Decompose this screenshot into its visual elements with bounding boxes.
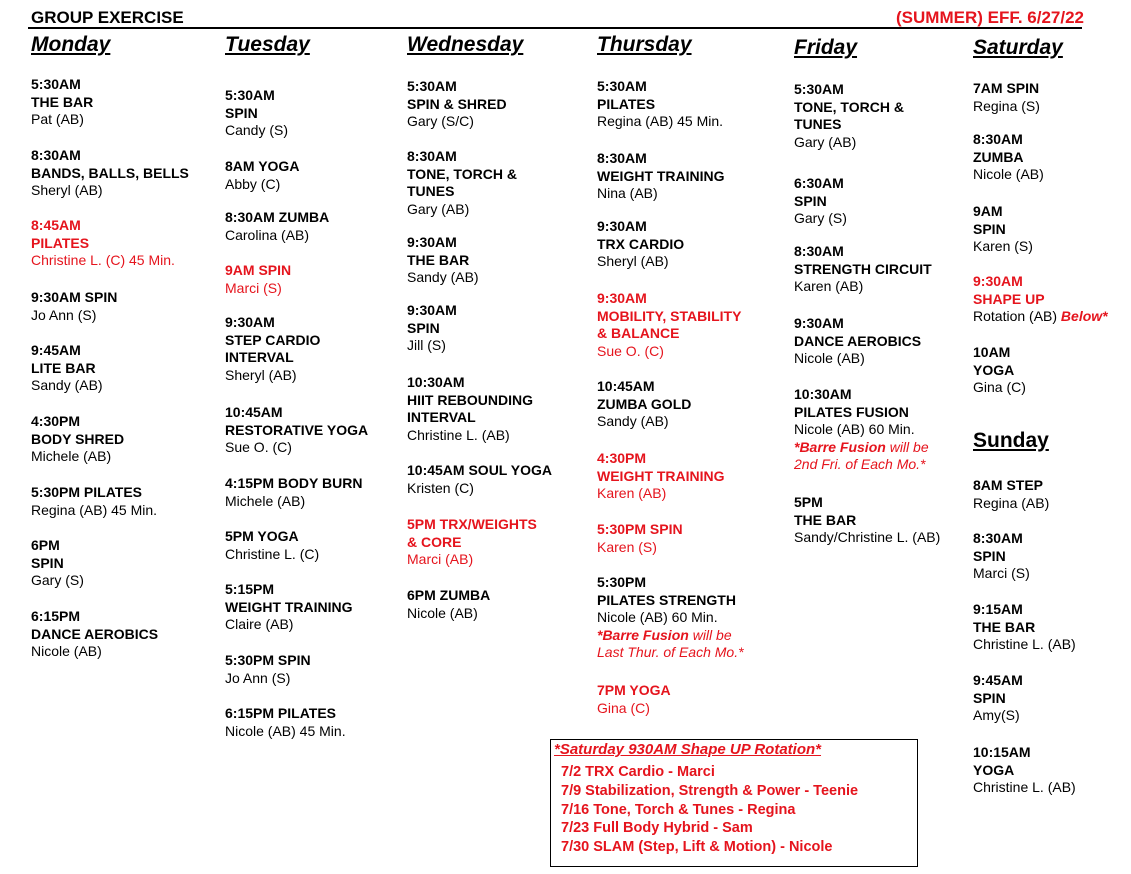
class-instructor: Sandy (AB) bbox=[407, 269, 479, 285]
class-entry-tuesday bbox=[225, 209, 329, 244]
rotation-item: 7/16 Tone, Torch & Tunes - Regina bbox=[561, 802, 796, 818]
class-title: STRENGTH CIRCUIT bbox=[794, 260, 932, 277]
class-entry-tuesday bbox=[225, 158, 299, 193]
class-title: TRX CARDIO bbox=[597, 235, 685, 252]
class-entry-monday bbox=[31, 413, 124, 466]
class-instructor: Marci (S) bbox=[973, 565, 1030, 581]
class-title: 9:30AM bbox=[973, 273, 1023, 289]
class-instructor: Regina (AB) 45 Min. bbox=[31, 501, 158, 518]
class-entry-thursday bbox=[597, 290, 741, 360]
rotation-item: 7/9 Stabilization, Strength & Power - Teenie bbox=[561, 783, 859, 799]
class-title: 9:45AM bbox=[973, 672, 1023, 688]
class-instructor: Marci (AB) bbox=[407, 551, 474, 567]
class-entry-tuesday bbox=[225, 652, 311, 687]
class-title: 4:30PM bbox=[31, 413, 81, 429]
class-title: 8:30AM bbox=[407, 148, 457, 164]
class-entry-thursday bbox=[597, 450, 725, 503]
class-title: 9:30AM bbox=[794, 315, 844, 331]
class-title: 5:30PM PILATES bbox=[31, 484, 142, 500]
class-title: DANCE AEROBICS bbox=[31, 625, 159, 642]
class-entry-thursday bbox=[597, 378, 691, 431]
class-title: THE BAR bbox=[973, 618, 1036, 635]
day-heading-monday: Monday bbox=[31, 33, 111, 56]
class-title: STEP CARDIO bbox=[225, 331, 321, 348]
class-title: SPIN bbox=[31, 554, 64, 571]
day-heading-wednesday: Wednesday bbox=[407, 33, 524, 56]
class-title: YOGA bbox=[973, 361, 1015, 378]
class-entry-friday bbox=[794, 386, 929, 474]
class-instructor: Sheryl (AB) bbox=[597, 253, 669, 269]
shape-up-rotation-box bbox=[550, 739, 918, 867]
class-entry-friday bbox=[794, 175, 847, 228]
class-title: 6:15PM bbox=[31, 608, 81, 624]
class-title: 10:30AM bbox=[407, 374, 465, 390]
class-instructor: Nicole (AB) bbox=[407, 604, 478, 621]
class-entry-tuesday bbox=[225, 404, 368, 457]
class-instructor: Jo Ann (S) bbox=[31, 306, 97, 323]
class-entry-friday bbox=[794, 243, 932, 296]
class-title: LITE BAR bbox=[31, 359, 96, 376]
class-title: BANDS, BALLS, BELLS bbox=[31, 164, 189, 181]
class-title: 5PM YOGA bbox=[225, 528, 299, 544]
class-title: TUNES bbox=[407, 183, 455, 199]
class-entry-wednesday bbox=[407, 78, 507, 131]
class-title: & BALANCE bbox=[597, 325, 680, 341]
class-title: TONE, TORCH & bbox=[794, 98, 904, 115]
class-entry-monday bbox=[31, 484, 157, 519]
class-entry-saturday bbox=[973, 344, 1026, 397]
class-title: 8AM STEP bbox=[973, 477, 1044, 493]
class-note: *Barre Fusion will be bbox=[597, 626, 732, 643]
class-title: TUNES bbox=[794, 116, 842, 132]
class-title: INTERVAL bbox=[225, 349, 294, 365]
class-instructor: Karen (AB) bbox=[794, 278, 864, 294]
class-entry-monday bbox=[31, 537, 84, 590]
class-title: 10:45AM bbox=[225, 404, 283, 420]
class-title: 8:30AM bbox=[973, 530, 1023, 546]
class-instructor: Rotation (AB) Below* bbox=[973, 308, 1108, 324]
class-title: 8AM YOGA bbox=[225, 158, 300, 174]
class-title: SPIN bbox=[225, 104, 258, 121]
class-instructor: Gary (S/C) bbox=[407, 113, 474, 129]
class-entry-friday bbox=[794, 315, 921, 368]
class-title: THE BAR bbox=[407, 251, 470, 268]
class-note: 2nd Fri. of Each Mo.* bbox=[794, 456, 926, 472]
class-entry-sunday bbox=[973, 744, 1076, 797]
class-instructor: Nicole (AB) 45 Min. bbox=[225, 722, 346, 739]
class-instructor: Gary (AB) bbox=[407, 200, 470, 217]
class-title: MOBILITY, STABILITY bbox=[597, 307, 742, 324]
class-entry-thursday bbox=[597, 574, 744, 662]
class-instructor: Nicole (AB) 60 Min. bbox=[794, 421, 915, 437]
class-title: RESTORATIVE YOGA bbox=[225, 421, 369, 438]
page-title: GROUP EXERCISE bbox=[31, 8, 184, 27]
class-title: 7PM YOGA bbox=[597, 682, 671, 698]
class-instructor: Nicole (AB) bbox=[973, 166, 1044, 182]
class-entry-tuesday bbox=[225, 705, 346, 740]
class-title: 9:30AM bbox=[597, 290, 647, 306]
class-title: 5:15PM bbox=[225, 581, 275, 597]
class-title: ZUMBA GOLD bbox=[597, 395, 692, 412]
class-entry-wednesday bbox=[407, 374, 533, 444]
class-entry-saturday bbox=[973, 131, 1044, 184]
class-title: INTERVAL bbox=[407, 409, 476, 425]
class-title: PILATES STRENGTH bbox=[597, 591, 736, 608]
rotation-note: Below* bbox=[1057, 308, 1108, 324]
class-title: SPIN bbox=[973, 689, 1006, 706]
class-title: TONE, TORCH & bbox=[407, 165, 517, 182]
day-heading-thursday: Thursday bbox=[597, 33, 692, 56]
class-entry-saturday bbox=[973, 273, 1108, 326]
class-entry-wednesday bbox=[407, 587, 490, 622]
class-title: 9AM bbox=[973, 203, 1003, 219]
header-divider bbox=[28, 27, 1082, 29]
class-entry-wednesday bbox=[407, 516, 537, 569]
class-title: 5PM bbox=[794, 494, 823, 510]
class-instructor: Sue O. (C) bbox=[597, 342, 664, 359]
class-title: 9:30AM bbox=[407, 302, 457, 318]
class-title: BODY SHRED bbox=[31, 430, 125, 447]
class-title: 5:30AM bbox=[407, 78, 457, 94]
class-instructor: Gary (S) bbox=[794, 210, 847, 226]
class-title: WEIGHT TRAINING bbox=[225, 598, 353, 615]
class-instructor: Christine L. (C) 45 Min. bbox=[31, 252, 175, 268]
class-title: 6:30AM bbox=[794, 175, 844, 191]
class-instructor: Amy(S) bbox=[973, 707, 1020, 723]
class-title: 8:30AM bbox=[973, 131, 1023, 147]
class-title: 8:45AM bbox=[31, 217, 81, 233]
class-entry-thursday bbox=[597, 78, 723, 131]
class-title: 4:30PM bbox=[597, 450, 647, 466]
class-title: 8:30AM ZUMBA bbox=[225, 209, 330, 225]
class-title: PILATES bbox=[31, 234, 90, 251]
class-instructor: Candy (S) bbox=[225, 122, 289, 138]
class-note: *Barre Fusion will be bbox=[794, 438, 929, 455]
class-entry-sunday bbox=[973, 601, 1076, 654]
class-title: 4:15PM BODY BURN bbox=[225, 475, 363, 491]
class-instructor: Karen (S) bbox=[973, 238, 1033, 254]
class-entry-monday bbox=[31, 147, 189, 200]
class-entry-thursday bbox=[597, 682, 671, 717]
class-entry-monday bbox=[31, 342, 103, 395]
day-heading-friday: Friday bbox=[794, 36, 858, 59]
class-entry-monday bbox=[31, 608, 158, 661]
class-entry-tuesday bbox=[225, 581, 353, 634]
rotation-title: *Saturday 930AM Shape UP Rotation* bbox=[554, 741, 822, 758]
class-title: THE BAR bbox=[31, 93, 94, 110]
class-title: 5:30AM bbox=[31, 76, 81, 92]
class-title: WEIGHT TRAINING bbox=[597, 467, 725, 484]
class-instructor: Sandy/Christine L. (AB) bbox=[794, 529, 941, 545]
class-instructor: Gina (C) bbox=[597, 699, 650, 716]
class-title: 6PM ZUMBA bbox=[407, 587, 491, 603]
class-entry-saturday bbox=[973, 80, 1040, 115]
class-title: 8:30AM bbox=[31, 147, 81, 163]
class-instructor: Sheryl (AB) bbox=[225, 366, 297, 383]
class-instructor: Regina (S) bbox=[973, 97, 1040, 114]
class-entry-sunday bbox=[973, 477, 1049, 512]
class-title: THE BAR bbox=[794, 511, 857, 528]
class-title: 5:30AM bbox=[225, 87, 275, 103]
class-title: 6:15PM PILATES bbox=[225, 705, 336, 721]
class-title: 10:30AM bbox=[794, 386, 852, 402]
class-title: SHAPE UP bbox=[973, 290, 1045, 307]
class-note: Last Thur. of Each Mo.* bbox=[597, 644, 744, 660]
class-title: SPIN bbox=[973, 547, 1006, 564]
class-instructor: Jill (S) bbox=[407, 337, 446, 353]
class-title: 9:45AM bbox=[31, 342, 81, 358]
class-instructor: Christine L. (AB) bbox=[973, 779, 1076, 795]
class-title: DANCE AEROBICS bbox=[794, 332, 922, 349]
class-instructor: Claire (AB) bbox=[225, 616, 294, 632]
class-instructor: Nicole (AB) 60 Min. bbox=[597, 609, 718, 625]
class-entry-saturday bbox=[973, 203, 1033, 256]
class-entry-friday bbox=[794, 494, 940, 547]
class-entry-wednesday bbox=[407, 462, 552, 497]
class-title: 9:30AM bbox=[597, 218, 647, 234]
class-title: WEIGHT TRAINING bbox=[597, 167, 725, 184]
class-title: 5:30AM bbox=[597, 78, 647, 94]
class-title: HIIT REBOUNDING bbox=[407, 391, 533, 408]
class-title: ZUMBA bbox=[973, 148, 1024, 165]
class-title: 10:45AM SOUL YOGA bbox=[407, 462, 552, 478]
class-instructor: Karen (AB) bbox=[597, 485, 667, 501]
class-instructor: Carolina (AB) bbox=[225, 226, 310, 243]
class-entry-friday bbox=[794, 81, 904, 151]
class-title: 5:30PM SPIN bbox=[597, 521, 683, 537]
class-instructor: Christine L. (AB) bbox=[973, 636, 1076, 652]
class-title: PILATES FUSION bbox=[794, 403, 909, 420]
class-instructor: Sandy (AB) bbox=[597, 413, 669, 429]
class-instructor: Marci (S) bbox=[225, 279, 282, 296]
class-entry-thursday bbox=[597, 218, 684, 271]
class-instructor: Michele (AB) bbox=[31, 448, 112, 464]
class-entry-tuesday bbox=[225, 87, 288, 140]
class-title: 9:15AM bbox=[973, 601, 1023, 617]
class-instructor: Christine L. (AB) bbox=[407, 426, 510, 443]
rotation-item: 7/30 SLAM (Step, Lift & Motion) - Nicole bbox=[561, 839, 833, 855]
class-entry-monday bbox=[31, 76, 93, 129]
day-heading-sunday: Sunday bbox=[973, 429, 1049, 452]
class-title: 5:30PM SPIN bbox=[225, 652, 311, 668]
class-title: SPIN bbox=[973, 220, 1006, 237]
class-instructor: Pat (AB) bbox=[31, 111, 84, 127]
class-title: 9:30AM bbox=[225, 314, 275, 330]
class-title: SPIN & SHRED bbox=[407, 95, 507, 112]
class-title: 5PM TRX/WEIGHTS bbox=[407, 516, 537, 532]
class-entry-tuesday bbox=[225, 262, 291, 297]
class-title: 5:30PM bbox=[597, 574, 647, 590]
class-title: YOGA bbox=[973, 761, 1015, 778]
class-entry-thursday bbox=[597, 521, 683, 556]
class-entry-sunday bbox=[973, 672, 1023, 725]
class-instructor: Nicole (AB) bbox=[31, 643, 102, 659]
class-title: 9AM SPIN bbox=[225, 262, 292, 278]
class-entry-tuesday bbox=[225, 475, 362, 510]
class-entry-wednesday bbox=[407, 234, 479, 287]
class-title: 9:30AM bbox=[407, 234, 457, 250]
class-title: 7AM SPIN bbox=[973, 80, 1040, 96]
class-instructor: Karen (S) bbox=[597, 538, 657, 555]
day-heading-tuesday: Tuesday bbox=[225, 33, 310, 56]
effective-date: (SUMMER) EFF. 6/27/22 bbox=[896, 8, 1084, 27]
rotation-item: 7/2 TRX Cardio - Marci bbox=[561, 764, 715, 780]
class-title: 6PM bbox=[31, 537, 60, 553]
class-title: 10:45AM bbox=[597, 378, 655, 394]
class-entry-tuesday bbox=[225, 314, 320, 384]
class-title: 8:30AM bbox=[597, 150, 647, 166]
class-instructor: Sheryl (AB) bbox=[31, 182, 103, 198]
class-entry-sunday bbox=[973, 530, 1030, 583]
class-instructor: Regina (AB) bbox=[973, 494, 1050, 511]
class-title: SPIN bbox=[407, 319, 440, 336]
class-instructor: Nicole (AB) bbox=[794, 350, 865, 366]
class-title: 5:30AM bbox=[794, 81, 844, 97]
class-entry-wednesday bbox=[407, 148, 517, 218]
class-title: PILATES bbox=[597, 95, 656, 112]
class-instructor: Nina (AB) bbox=[597, 185, 658, 201]
class-title: & CORE bbox=[407, 533, 462, 550]
class-entry-monday bbox=[31, 217, 175, 270]
class-instructor: Jo Ann (S) bbox=[225, 669, 291, 686]
class-title: 9:30AM SPIN bbox=[31, 289, 118, 305]
class-instructor: Sue O. (C) bbox=[225, 439, 292, 455]
class-title: 8:30AM bbox=[794, 243, 844, 259]
class-instructor: Michele (AB) bbox=[225, 492, 306, 509]
class-entry-wednesday bbox=[407, 302, 457, 355]
class-title: 10:15AM bbox=[973, 744, 1031, 760]
rotation-item: 7/23 Full Body Hybrid - Sam bbox=[561, 820, 753, 836]
class-instructor: Sandy (AB) bbox=[31, 377, 103, 393]
class-entry-thursday bbox=[597, 150, 725, 203]
class-title: 10AM bbox=[973, 344, 1011, 360]
class-entry-monday bbox=[31, 289, 117, 324]
class-instructor: Regina (AB) 45 Min. bbox=[597, 113, 724, 129]
class-entry-tuesday bbox=[225, 528, 319, 563]
class-title: SPIN bbox=[794, 192, 827, 209]
class-instructor: Christine L. (C) bbox=[225, 545, 320, 562]
class-instructor: Abby (C) bbox=[225, 175, 281, 192]
class-instructor: Gary (AB) bbox=[794, 133, 857, 150]
class-instructor: Gina (C) bbox=[973, 379, 1026, 395]
day-heading-saturday: Saturday bbox=[973, 36, 1063, 59]
class-instructor: Kristen (C) bbox=[407, 479, 474, 496]
class-instructor: Gary (S) bbox=[31, 572, 84, 588]
